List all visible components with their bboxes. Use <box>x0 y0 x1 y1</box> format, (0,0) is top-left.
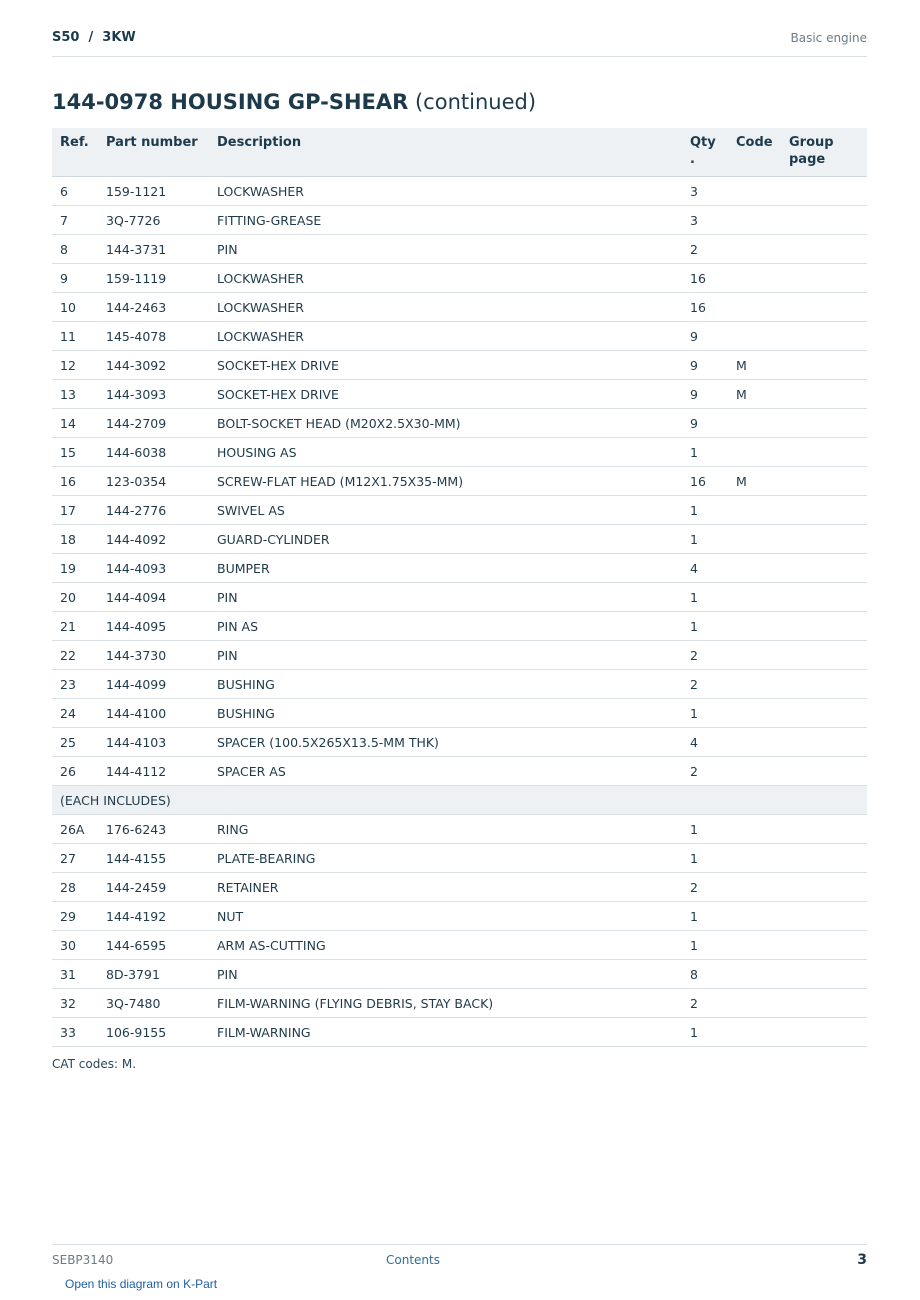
cat-codes-note: CAT codes: M. <box>52 1057 137 1071</box>
table-row <box>52 322 867 351</box>
table-row <box>52 641 867 670</box>
group-page-cell <box>781 293 867 322</box>
table-row <box>52 177 867 206</box>
group-page-cell <box>781 380 867 409</box>
table-row <box>52 525 867 554</box>
ref-cell: 15 <box>52 438 98 467</box>
table-row <box>52 931 867 960</box>
description-cell: FILM-WARNING (FLYING DEBRIS, STAY BACK) <box>209 989 682 1018</box>
description-cell: RING <box>209 815 682 844</box>
qty-cell: 16 <box>682 264 728 293</box>
ref-cell: 16 <box>52 467 98 496</box>
code-cell <box>728 641 781 670</box>
group-page-cell <box>781 815 867 844</box>
ref-cell: 11 <box>52 322 98 351</box>
model-label: S50 / 3KW <box>52 30 136 45</box>
ref-cell: 13 <box>52 380 98 409</box>
part-number-cell: 123-0354 <box>98 467 209 496</box>
ref-cell: 8 <box>52 235 98 264</box>
description-cell: BOLT-SOCKET HEAD (M20X2.5X30-MM) <box>209 409 682 438</box>
qty-cell: 9 <box>682 409 728 438</box>
code-cell <box>728 670 781 699</box>
ref-cell: 6 <box>52 177 98 206</box>
code-cell <box>728 844 781 873</box>
group-page-cell <box>781 235 867 264</box>
qty-cell: 9 <box>682 380 728 409</box>
code-cell: M <box>728 380 781 409</box>
group-page-cell <box>781 1018 867 1047</box>
part-number-cell: 3Q-7726 <box>98 206 209 235</box>
group-page-cell <box>781 612 867 641</box>
group-page-cell <box>781 960 867 989</box>
code-cell <box>728 496 781 525</box>
ref-cell: 19 <box>52 554 98 583</box>
description-cell: BUMPER <box>209 554 682 583</box>
page-number: 3 <box>857 1252 867 1268</box>
part-number-cell: 159-1121 <box>98 177 209 206</box>
table-row <box>52 728 867 757</box>
qty-cell: 1 <box>682 583 728 612</box>
description-cell: SOCKET-HEX DRIVE <box>209 351 682 380</box>
description-cell: LOCKWASHER <box>209 177 682 206</box>
group-page-cell <box>781 989 867 1018</box>
code-cell <box>728 583 781 612</box>
description-cell: PLATE-BEARING <box>209 844 682 873</box>
table-row <box>52 699 867 728</box>
ref-cell: 32 <box>52 989 98 1018</box>
page-header <box>52 30 867 57</box>
group-page-cell <box>781 699 867 728</box>
code-cell <box>728 902 781 931</box>
part-number-cell: 144-4112 <box>98 757 209 786</box>
ref-cell: 9 <box>52 264 98 293</box>
note-cell: (EACH INCLUDES) <box>52 786 867 815</box>
group-page-cell <box>781 177 867 206</box>
description-cell: SPACER AS <box>209 757 682 786</box>
qty-cell: 2 <box>682 235 728 264</box>
code-cell <box>728 989 781 1018</box>
description-cell: GUARD-CYLINDER <box>209 525 682 554</box>
qty-cell: 1 <box>682 931 728 960</box>
kpart-link[interactable]: Open this diagram on K-Part <box>65 1277 218 1291</box>
table-row <box>52 496 867 525</box>
table-row <box>52 670 867 699</box>
part-number-cell: 145-4078 <box>98 322 209 351</box>
qty-cell: 1 <box>682 699 728 728</box>
col-header-part-number: Part number <box>98 128 209 177</box>
page-title <box>52 90 536 114</box>
code-cell <box>728 438 781 467</box>
ref-cell: 22 <box>52 641 98 670</box>
ref-cell: 21 <box>52 612 98 641</box>
qty-cell: 2 <box>682 641 728 670</box>
table-row <box>52 264 867 293</box>
group-page-cell <box>781 264 867 293</box>
group-page-cell <box>781 728 867 757</box>
qty-cell: 2 <box>682 670 728 699</box>
qty-cell: 1 <box>682 902 728 931</box>
ref-cell: 26 <box>52 757 98 786</box>
table-row <box>52 409 867 438</box>
description-cell: HOUSING AS <box>209 438 682 467</box>
code-cell <box>728 206 781 235</box>
ref-cell: 31 <box>52 960 98 989</box>
description-cell: LOCKWASHER <box>209 322 682 351</box>
description-cell: PIN <box>209 641 682 670</box>
part-number-cell: 144-4100 <box>98 699 209 728</box>
group-page-cell <box>781 409 867 438</box>
table-row <box>52 1018 867 1047</box>
code-cell <box>728 409 781 438</box>
table-row <box>52 206 867 235</box>
col-header-group-page: Group page <box>781 128 867 177</box>
parts-table-body <box>52 177 867 1047</box>
part-number-cell: 106-9155 <box>98 1018 209 1047</box>
description-cell: LOCKWASHER <box>209 293 682 322</box>
code-cell <box>728 728 781 757</box>
ref-cell: 23 <box>52 670 98 699</box>
qty-cell: 3 <box>682 177 728 206</box>
ref-cell: 7 <box>52 206 98 235</box>
code-cell <box>728 554 781 583</box>
table-row <box>52 554 867 583</box>
group-page-cell <box>781 641 867 670</box>
description-cell: ARM AS-CUTTING <box>209 931 682 960</box>
description-cell: SOCKET-HEX DRIVE <box>209 380 682 409</box>
part-number-cell: 144-4093 <box>98 554 209 583</box>
group-page-cell <box>781 902 867 931</box>
col-header-qty: Qty . <box>682 128 728 177</box>
group-page-cell <box>781 467 867 496</box>
part-number-cell: 144-4092 <box>98 525 209 554</box>
qty-cell: 1 <box>682 815 728 844</box>
qty-cell: 1 <box>682 438 728 467</box>
table-row <box>52 235 867 264</box>
group-page-cell <box>781 844 867 873</box>
group-page-cell <box>781 757 867 786</box>
part-number-cell: 144-6038 <box>98 438 209 467</box>
table-row <box>52 902 867 931</box>
ref-cell: 29 <box>52 902 98 931</box>
table-row <box>52 989 867 1018</box>
qty-cell: 1 <box>682 496 728 525</box>
table-row <box>52 583 867 612</box>
parts-table <box>52 128 867 1047</box>
ref-cell: 26A <box>52 815 98 844</box>
ref-cell: 12 <box>52 351 98 380</box>
group-page-cell <box>781 438 867 467</box>
qty-cell: 2 <box>682 989 728 1018</box>
title-main: 144-0978 HOUSING GP-SHEAR <box>52 90 409 114</box>
part-number-cell: 144-3092 <box>98 351 209 380</box>
description-cell: FILM-WARNING <box>209 1018 682 1047</box>
description-cell: SWIVEL AS <box>209 496 682 525</box>
col-header-description: Description <box>209 128 682 177</box>
qty-cell: 4 <box>682 728 728 757</box>
part-number-cell: 144-3093 <box>98 380 209 409</box>
group-page-cell <box>781 322 867 351</box>
qty-cell: 2 <box>682 873 728 902</box>
group-page-cell <box>781 873 867 902</box>
part-number-cell: 144-4099 <box>98 670 209 699</box>
table-row <box>52 873 867 902</box>
footer-divider <box>52 1244 867 1245</box>
description-cell: RETAINER <box>209 873 682 902</box>
document-id: SEBP3140 <box>52 1253 114 1267</box>
group-page-cell <box>781 351 867 380</box>
description-cell: PIN AS <box>209 612 682 641</box>
ref-cell: 17 <box>52 496 98 525</box>
description-cell: FITTING-GREASE <box>209 206 682 235</box>
qty-cell: 8 <box>682 960 728 989</box>
group-page-cell <box>781 670 867 699</box>
table-row <box>52 815 867 844</box>
code-cell <box>728 235 781 264</box>
contents-link[interactable]: Contents <box>386 1253 440 1267</box>
part-number-cell: 144-2463 <box>98 293 209 322</box>
qty-cell: 16 <box>682 293 728 322</box>
qty-cell: 9 <box>682 322 728 351</box>
code-cell <box>728 960 781 989</box>
table-note-row <box>52 786 867 815</box>
table-header-row <box>52 128 867 177</box>
table-row <box>52 612 867 641</box>
table-row <box>52 844 867 873</box>
code-cell <box>728 1018 781 1047</box>
description-cell: BUSHING <box>209 699 682 728</box>
code-cell <box>728 815 781 844</box>
col-header-ref: Ref. <box>52 128 98 177</box>
ref-cell: 20 <box>52 583 98 612</box>
qty-cell: 1 <box>682 1018 728 1047</box>
qty-cell: 3 <box>682 206 728 235</box>
part-number-cell: 159-1119 <box>98 264 209 293</box>
group-page-cell <box>781 554 867 583</box>
ref-cell: 28 <box>52 873 98 902</box>
qty-cell: 1 <box>682 612 728 641</box>
code-cell <box>728 293 781 322</box>
code-cell <box>728 264 781 293</box>
ref-cell: 18 <box>52 525 98 554</box>
code-cell <box>728 177 781 206</box>
qty-cell: 1 <box>682 844 728 873</box>
description-cell: PIN <box>209 235 682 264</box>
code-cell <box>728 931 781 960</box>
part-number-cell: 176-6243 <box>98 815 209 844</box>
qty-cell: 4 <box>682 554 728 583</box>
table-row <box>52 960 867 989</box>
part-number-cell: 3Q-7480 <box>98 989 209 1018</box>
ref-cell: 27 <box>52 844 98 873</box>
description-cell: BUSHING <box>209 670 682 699</box>
part-number-cell: 144-6595 <box>98 931 209 960</box>
title-suffix: (continued) <box>414 90 537 114</box>
code-cell <box>728 699 781 728</box>
part-number-cell: 144-2709 <box>98 409 209 438</box>
qty-cell: 16 <box>682 467 728 496</box>
table-row <box>52 380 867 409</box>
group-page-cell <box>781 206 867 235</box>
table-row <box>52 438 867 467</box>
qty-cell: 9 <box>682 351 728 380</box>
table-row <box>52 293 867 322</box>
description-cell: PIN <box>209 583 682 612</box>
group-page-cell <box>781 525 867 554</box>
part-number-cell: 144-4103 <box>98 728 209 757</box>
part-number-cell: 144-3730 <box>98 641 209 670</box>
part-number-cell: 144-4094 <box>98 583 209 612</box>
description-cell: PIN <box>209 960 682 989</box>
ref-cell: 10 <box>52 293 98 322</box>
code-cell <box>728 322 781 351</box>
qty-cell: 1 <box>682 525 728 554</box>
ref-cell: 25 <box>52 728 98 757</box>
part-number-cell: 8D-3791 <box>98 960 209 989</box>
code-cell <box>728 873 781 902</box>
part-number-cell: 144-4192 <box>98 902 209 931</box>
col-header-code: Code <box>728 128 781 177</box>
part-number-cell: 144-3731 <box>98 235 209 264</box>
ref-cell: 30 <box>52 931 98 960</box>
part-number-cell: 144-2459 <box>98 873 209 902</box>
section-label: Basic engine <box>790 31 867 45</box>
part-number-cell: 144-2776 <box>98 496 209 525</box>
description-cell: SPACER (100.5X265X13.5-MM THK) <box>209 728 682 757</box>
qty-cell: 2 <box>682 757 728 786</box>
table-row <box>52 467 867 496</box>
code-cell <box>728 757 781 786</box>
code-cell: M <box>728 351 781 380</box>
part-number-cell: 144-4095 <box>98 612 209 641</box>
table-row <box>52 757 867 786</box>
code-cell: M <box>728 467 781 496</box>
description-cell: NUT <box>209 902 682 931</box>
ref-cell: 14 <box>52 409 98 438</box>
description-cell: LOCKWASHER <box>209 264 682 293</box>
group-page-cell <box>781 583 867 612</box>
ref-cell: 24 <box>52 699 98 728</box>
code-cell <box>728 612 781 641</box>
description-cell: SCREW-FLAT HEAD (M12X1.75X35-MM) <box>209 467 682 496</box>
ref-cell: 33 <box>52 1018 98 1047</box>
group-page-cell <box>781 931 867 960</box>
table-row <box>52 351 867 380</box>
group-page-cell <box>781 496 867 525</box>
part-number-cell: 144-4155 <box>98 844 209 873</box>
code-cell <box>728 525 781 554</box>
